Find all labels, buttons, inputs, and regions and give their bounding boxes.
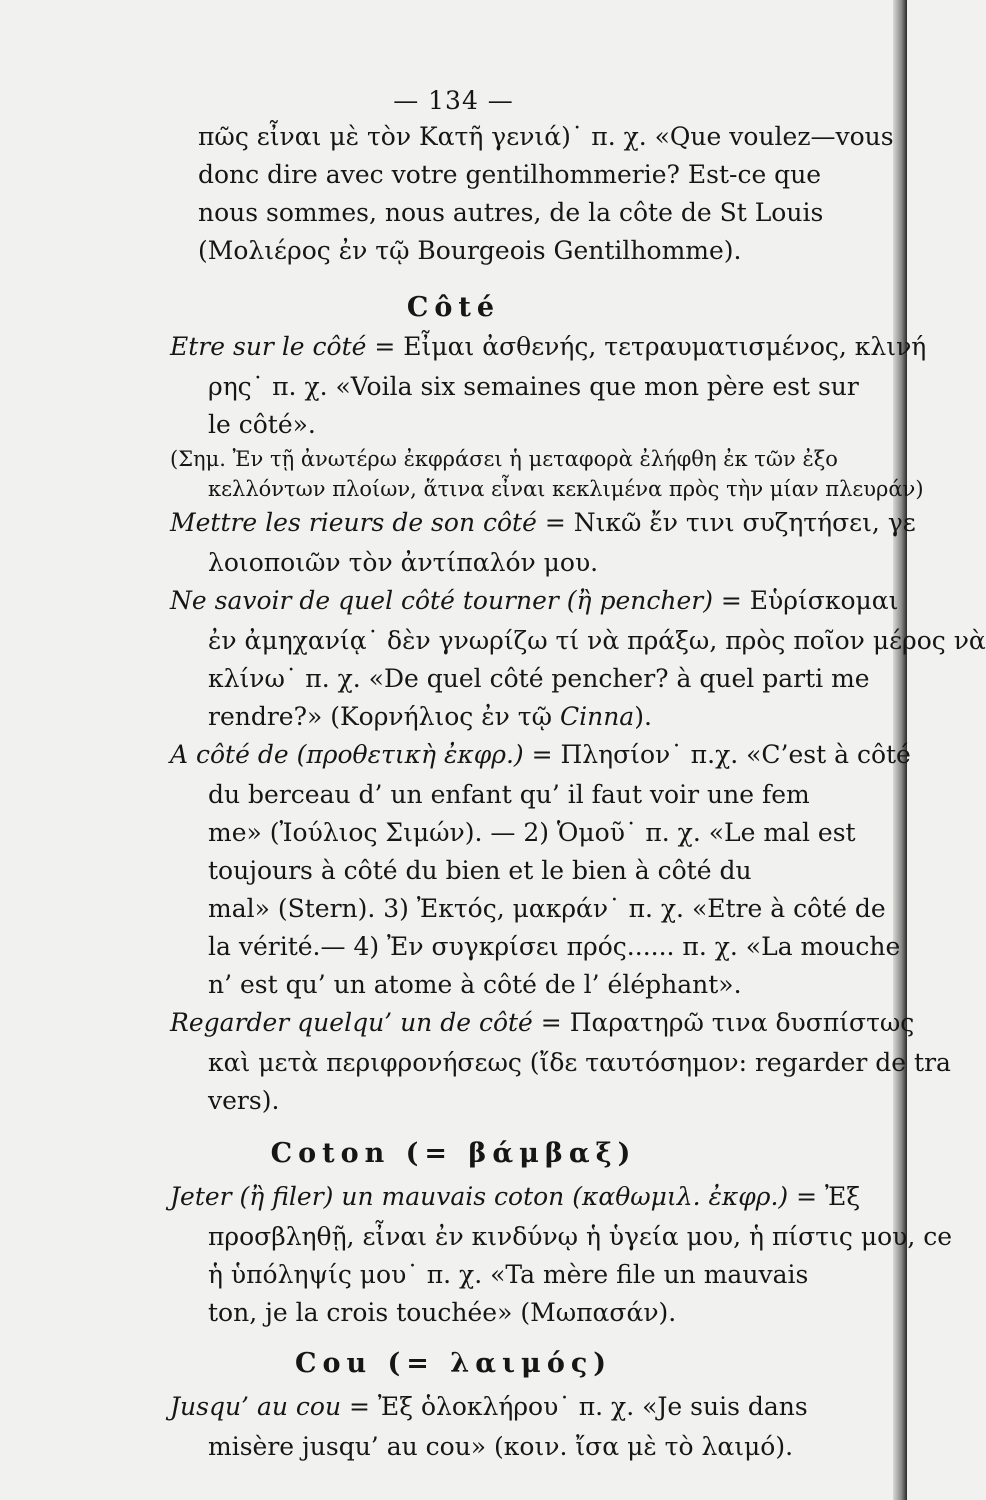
text-line — [208, 626, 986, 656]
text-line: donc dire avec votre gentilhommerie? Est-ce que — [198, 160, 822, 189]
text-line — [170, 1392, 808, 1422]
text-line: πῶς εἶναι μὲ τὸν Κατῆ γενιά)˙ π. χ. «Que voulez—vous — [198, 122, 894, 151]
text-line — [170, 332, 926, 362]
headword: Cinna — [559, 702, 635, 731]
text-line — [208, 1432, 793, 1462]
headword: Mettre les rieurs de son côté — [170, 508, 537, 537]
text-line — [208, 1298, 676, 1328]
text-line — [170, 1008, 914, 1038]
text-line — [208, 932, 900, 962]
text-line — [170, 586, 898, 616]
text-run: du berceau d’ un enfant qu’ il faut voir une fem — [208, 780, 810, 809]
text-line — [170, 444, 838, 474]
text-line — [208, 818, 856, 848]
text-run: = Εἶμαι ἀσθενής, τετραυματισμένος, κλινή — [366, 332, 927, 361]
text-run: (Σημ. Ἐν τῇ ἀνωτέρω ἐκφράσει ἡ μεταφορὰ ἐλήφθη ἐκ τῶν ἐξο — [170, 447, 838, 471]
text-line: (Μολιέρος ἐν τῷ Bourgeois Gentilhomme). — [198, 236, 742, 265]
page-number: — 134 — — [393, 86, 514, 115]
headword: Etre sur le côté — [170, 332, 367, 361]
headword: Ne savoir de quel côté tourner (ἢ pencher) — [170, 586, 713, 615]
text-line — [208, 702, 652, 732]
text-run: = Πλησίον˙ π.χ. «C’est à côté — [523, 740, 911, 769]
text-line — [208, 1086, 279, 1116]
text-run: misère jusqu’ au cou» (κοιν. ἴσα μὲ τὸ λαιμό). — [208, 1432, 794, 1461]
heading-coton: Coton (= βάμβαξ) — [270, 1138, 637, 1169]
text-run: rendre?» (Κορνήλιος ἐν τῷ — [208, 702, 560, 731]
text-line — [208, 1048, 951, 1078]
text-line — [208, 856, 752, 886]
text-line — [208, 664, 870, 694]
text-run: κλίνω˙ π. χ. «De quel côté pencher? à quel parti me — [208, 664, 870, 693]
text-run: κελλόντων πλοίων, ἅτινα εἶναι κεκλιμένα πρὸς τὴν μίαν πλευράν) — [208, 477, 924, 501]
text-line — [208, 548, 598, 578]
text-run: καὶ μετὰ περιφρονήσεως (ἴδε ταυτόσημον: regarder de tra — [208, 1048, 951, 1077]
text-line — [170, 740, 911, 770]
text-run: n’ est qu’ un atome à côté de l’ éléphant». — [208, 970, 742, 999]
text-run: λοιοποιῶν τὸν ἀντίπαλόν μου. — [208, 548, 599, 577]
text-line — [208, 410, 316, 440]
text-run: vers). — [208, 1086, 280, 1115]
text-line — [170, 508, 916, 538]
headword: Jusqu’ au cou — [170, 1392, 342, 1421]
text-line — [208, 1260, 808, 1290]
headword: Regarder quelqu’ un de côté — [170, 1008, 533, 1037]
text-run: la vérité.— 4) Ἐν συγκρίσει πρός...... π. χ. «La mouche — [208, 932, 901, 961]
text-line — [208, 372, 859, 402]
headword: Jeter (ἢ filer) un mauvais coton (καθωμιλ. ἐκφρ.) — [170, 1182, 789, 1211]
text-run: ἡ ὑπόληψίς μου˙ π. χ. «Ta mère file un mauvais — [208, 1260, 809, 1289]
text-run: mal» (Stern). 3) Ἐκτός, μακράν˙ π. χ. «Etre à côté de — [208, 894, 886, 923]
text-line — [208, 474, 924, 504]
text-line — [208, 1222, 952, 1252]
text-run: toujours à côté du bien et le bien à côté du — [208, 856, 752, 885]
text-line: nous sommes, nous autres, de la côte de St Louis — [198, 198, 824, 227]
text-run: = Ἐξ ὁλοκλήρου˙ π. χ. «Je suis dans — [341, 1392, 808, 1421]
text-run: le côté». — [208, 410, 316, 439]
text-run: ρης˙ π. χ. «Voila six semaines que mon père est sur — [208, 372, 859, 401]
heading-cou: Cou (= λαιμός) — [294, 1348, 613, 1379]
headword: A côté de (προθετικὴ ἐκφρ.) — [170, 740, 524, 769]
text-run: = Νικῶ ἔν τινι συζητήσει, γε — [536, 508, 916, 537]
text-run: ). — [634, 702, 652, 731]
text-line — [208, 894, 886, 924]
text-run: = Εὑρίσκομαι — [712, 586, 899, 615]
heading-cote: Côté — [406, 292, 501, 323]
text-run: ton, je la crois touchée» (Μωπασάν). — [208, 1298, 677, 1327]
text-line — [208, 780, 810, 810]
text-run: me» (Ἰούλιος Σιμών). — 2) Ὁμοῦ˙ π. χ. «Le mal est — [208, 818, 856, 847]
text-run: = Ἐξ — [788, 1182, 861, 1211]
text-run: = Παρατηρῶ τινα δυσπίστως — [532, 1008, 915, 1037]
text-run: προσβληθῇ, εἶναι ἐν κινδύνῳ ἡ ὑγεία μου, ἡ πίστις μου, ce — [208, 1222, 953, 1251]
text-line — [208, 970, 742, 1000]
text-run: ἐν ἀμηχανίᾳ˙ δὲν γνωρίζω τί νὰ πράξω, πρὸς ποῖον μέρος νὰ — [208, 626, 986, 655]
text-line — [170, 1182, 860, 1212]
